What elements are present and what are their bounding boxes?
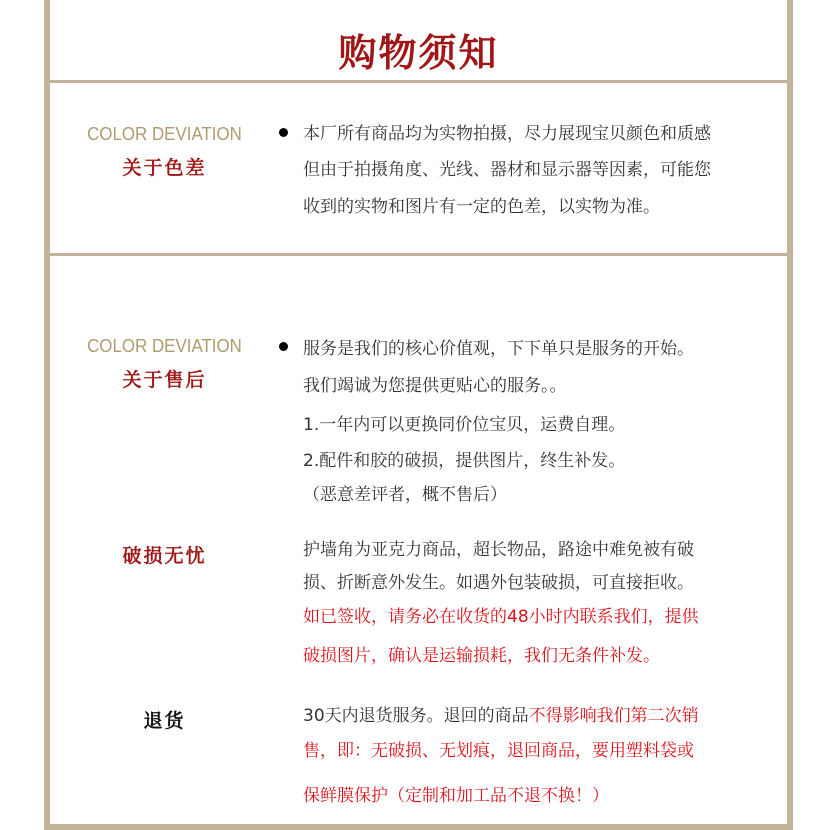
notice-frame <box>44 0 793 830</box>
section1-line-2: 但由于拍摄角度、光线、器材和显示器等因素，可能您 <box>303 160 711 180</box>
section4-red-line-2: 保鲜膜保护（定制和加工品不退不换！） <box>303 786 609 806</box>
section2-line-3: 1.一年内可以更换同价位宝贝，运费自理。 <box>303 415 626 435</box>
section2-label-cn: 关于售后 <box>122 369 207 391</box>
section4-red-line-1: 售，即：无破损、无划痕，退回商品，要用塑料袋或 <box>303 741 694 761</box>
divider-middle <box>50 253 787 256</box>
section3-label-cn: 破损无忧 <box>122 545 207 567</box>
section2-line-1: 服务是我们的核心价值观，下下单只是服务的开始。 <box>303 339 694 359</box>
section4-line-1-normal: 30天内退货服务。退回的商品 <box>303 706 529 726</box>
section2-line-2: 我们竭诚为您提供更贴心的服务。。 <box>303 376 567 396</box>
section4-label-cn: 退货 <box>143 710 186 732</box>
section3-red-line-2: 破损图片，确认是运输损耗，我们无条件补发。 <box>303 646 660 666</box>
section2-label-en: COLOR DEVIATION <box>87 336 242 356</box>
section1-line-1: 本厂所有商品均为实物拍摄，尽力展现宝贝颜色和质感 <box>303 124 711 144</box>
section2-bullet <box>279 342 288 351</box>
section3-line-2: 损、折断意外发生。如遇外包装破损，可直接拒收。 <box>303 573 694 593</box>
section1-line-3: 收到的实物和图片有一定的色差，以实物为准。 <box>303 197 660 217</box>
section4-line-1-red: 不得影响我们第二次销 <box>528 706 699 726</box>
divider-top <box>50 80 787 83</box>
section2-line-5: （恶意差评者，概不售后） <box>303 485 507 505</box>
section2-line-4: 2.配件和胶的破损，提供图片，终生补发。 <box>303 451 626 471</box>
section3-red-line-1: 如已签收，请务必在收货的48小时内联系我们，提供 <box>303 607 699 627</box>
section1-label-cn: 关于色差 <box>122 157 207 179</box>
section4-line-1 <box>303 705 699 727</box>
section1-label-en: COLOR DEVIATION <box>87 124 242 144</box>
section1-bullet <box>279 128 288 137</box>
section3-line-1: 护墙角为亚克力商品，超长物品，路途中难免被有破 <box>303 540 694 560</box>
page-title: 购物须知 <box>338 30 499 75</box>
